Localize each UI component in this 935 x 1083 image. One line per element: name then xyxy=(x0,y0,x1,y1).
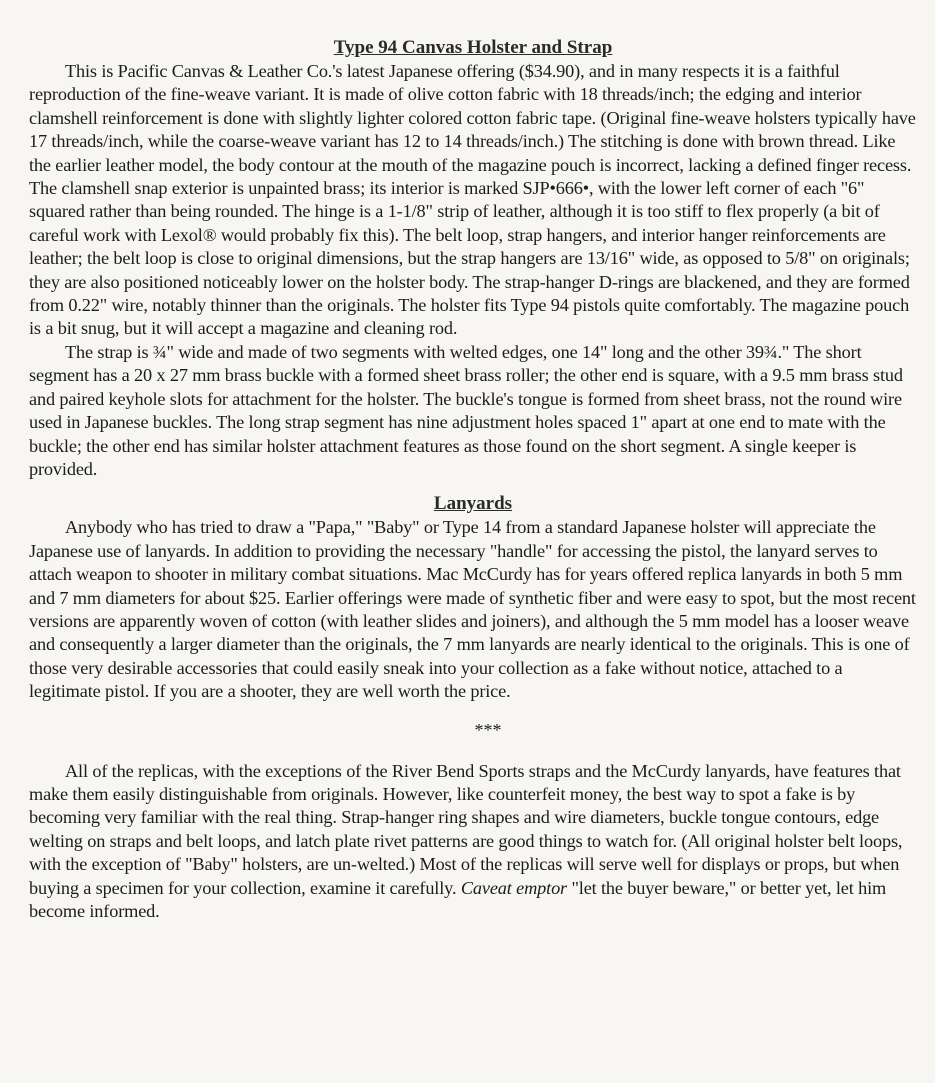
paragraph-lanyards: Anybody who has tried to draw a "Papa," "Baby" or Type 14 from a standard Japanese holster will appreciate the Japanese use of lanyards. In addition to providing the necessary "handle" for accessing the pistol, the lanyard serves to attach weapon to shooter in military combat situations. Mac McCurdy has for years offered replica lanyards in both 5 mm and 7 mm diameters for about $25. Earlier offerings were made of synthetic fiber and were easy to spot, but the most recent versions are apparently woven of cotton (with leather slides and joiners), and although the 5 mm model has a looser weave and consequently a larger diameter than the originals, the 7 mm lanyards are nearly identical to the originals. This is one of those very desirable accessories that could easily sneak into your collection as a fake without notice, attached to a legitimate pistol. If you are a shooter, they are well worth the price. xyxy=(29,517,916,702)
closing-text-after: "let the buyer beware," or better yet, let him become informed. xyxy=(29,877,887,921)
section-separator: *** xyxy=(474,719,502,740)
section-title-lanyards: Lanyards xyxy=(433,493,513,515)
paragraph-strap-description: The strap is ¾" wide and made of two segments with welted edges, one 14" long and the other 39¾." The short segment has a 20 x 27 mm brass buckle with a formed sheet brass roller; the other end is square, with a 9.5 mm brass stud and paired keyhole slots for attachment for the holster. The buckle's tongue is formed from sheet brass, not the round wire used in Japanese buckles. The long strap segment has nine adjustment holes spaced 1" apart at one end to mate with the buckle; the other end has similar holster attachment features as those found on the short segment. A single keeper is provided. xyxy=(29,341,903,479)
closing-italic-phrase: Caveat emptor xyxy=(460,877,568,898)
paragraph-closing xyxy=(29,760,917,924)
closing-text-before: All of the replicas, with the exceptions of the River Bend Sports straps and the McCurdy lanyards, have features that make them easily distinguishable from originals. However, like counterfeit money, the best way to spot a fake is by becoming very familiar with the real thing. Strap-hanger ring shapes and wire diameters, buckle tongue contours, edge welting on straps and belt loops, and latch plate rivet patterns are good things to watch for. (All original holster belt loops, with the exception of "Baby" holsters, are un-welted.) Most of the replicas will serve well for displays or props, but when buying a specimen for your collection, examine it carefully. xyxy=(29,760,903,898)
section-title-holster: Type 94 Canvas Holster and Strap xyxy=(333,37,613,58)
paragraph-holster-description: This is Pacific Canvas & Leather Co.'s latest Japanese offering ($34.90), and in many respects it is a faithful reproduction of the fine-weave variant. It is made of olive cotton fabric with 18 threads/inch; the edging and interior clamshell reinforcement is done with slightly lighter colored cotton fabric tape. (Original fine-weave holsters typically have 17 threads/inch, while the coarse-weave variant has 12 to 14 threads/inch.) The stitching is done with brown thread. Like the earlier leather model, the body contour at the mouth of the magazine pouch is incorrect, lacking a defined finger recess. The clamshell snap exterior is unpainted brass; its interior is marked SJP•666•, with the lower left corner of each "6" squared rather than being rounded. The hinge is a 1-1/8" strip of leather, although it is too stiff to flex properly (a bit of careful work with Lexol® would probably fix this). The belt loop, strap hangers, and interior hanger reinforcements are leather; the belt loop is close to original dimensions, but the strap hangers are 13/16" wide, as opposed to 5/8" on originals; they are also positioned noticeably lower on the holster body. The strap-hanger D-rings are blackened, and they are formed from 0.22" wire, notably thinner than the originals. The holster fits Type 94 pistols quite comfortably. The magazine pouch is a bit snug, but it will accept a magazine and cleaning rod. xyxy=(29,61,916,339)
